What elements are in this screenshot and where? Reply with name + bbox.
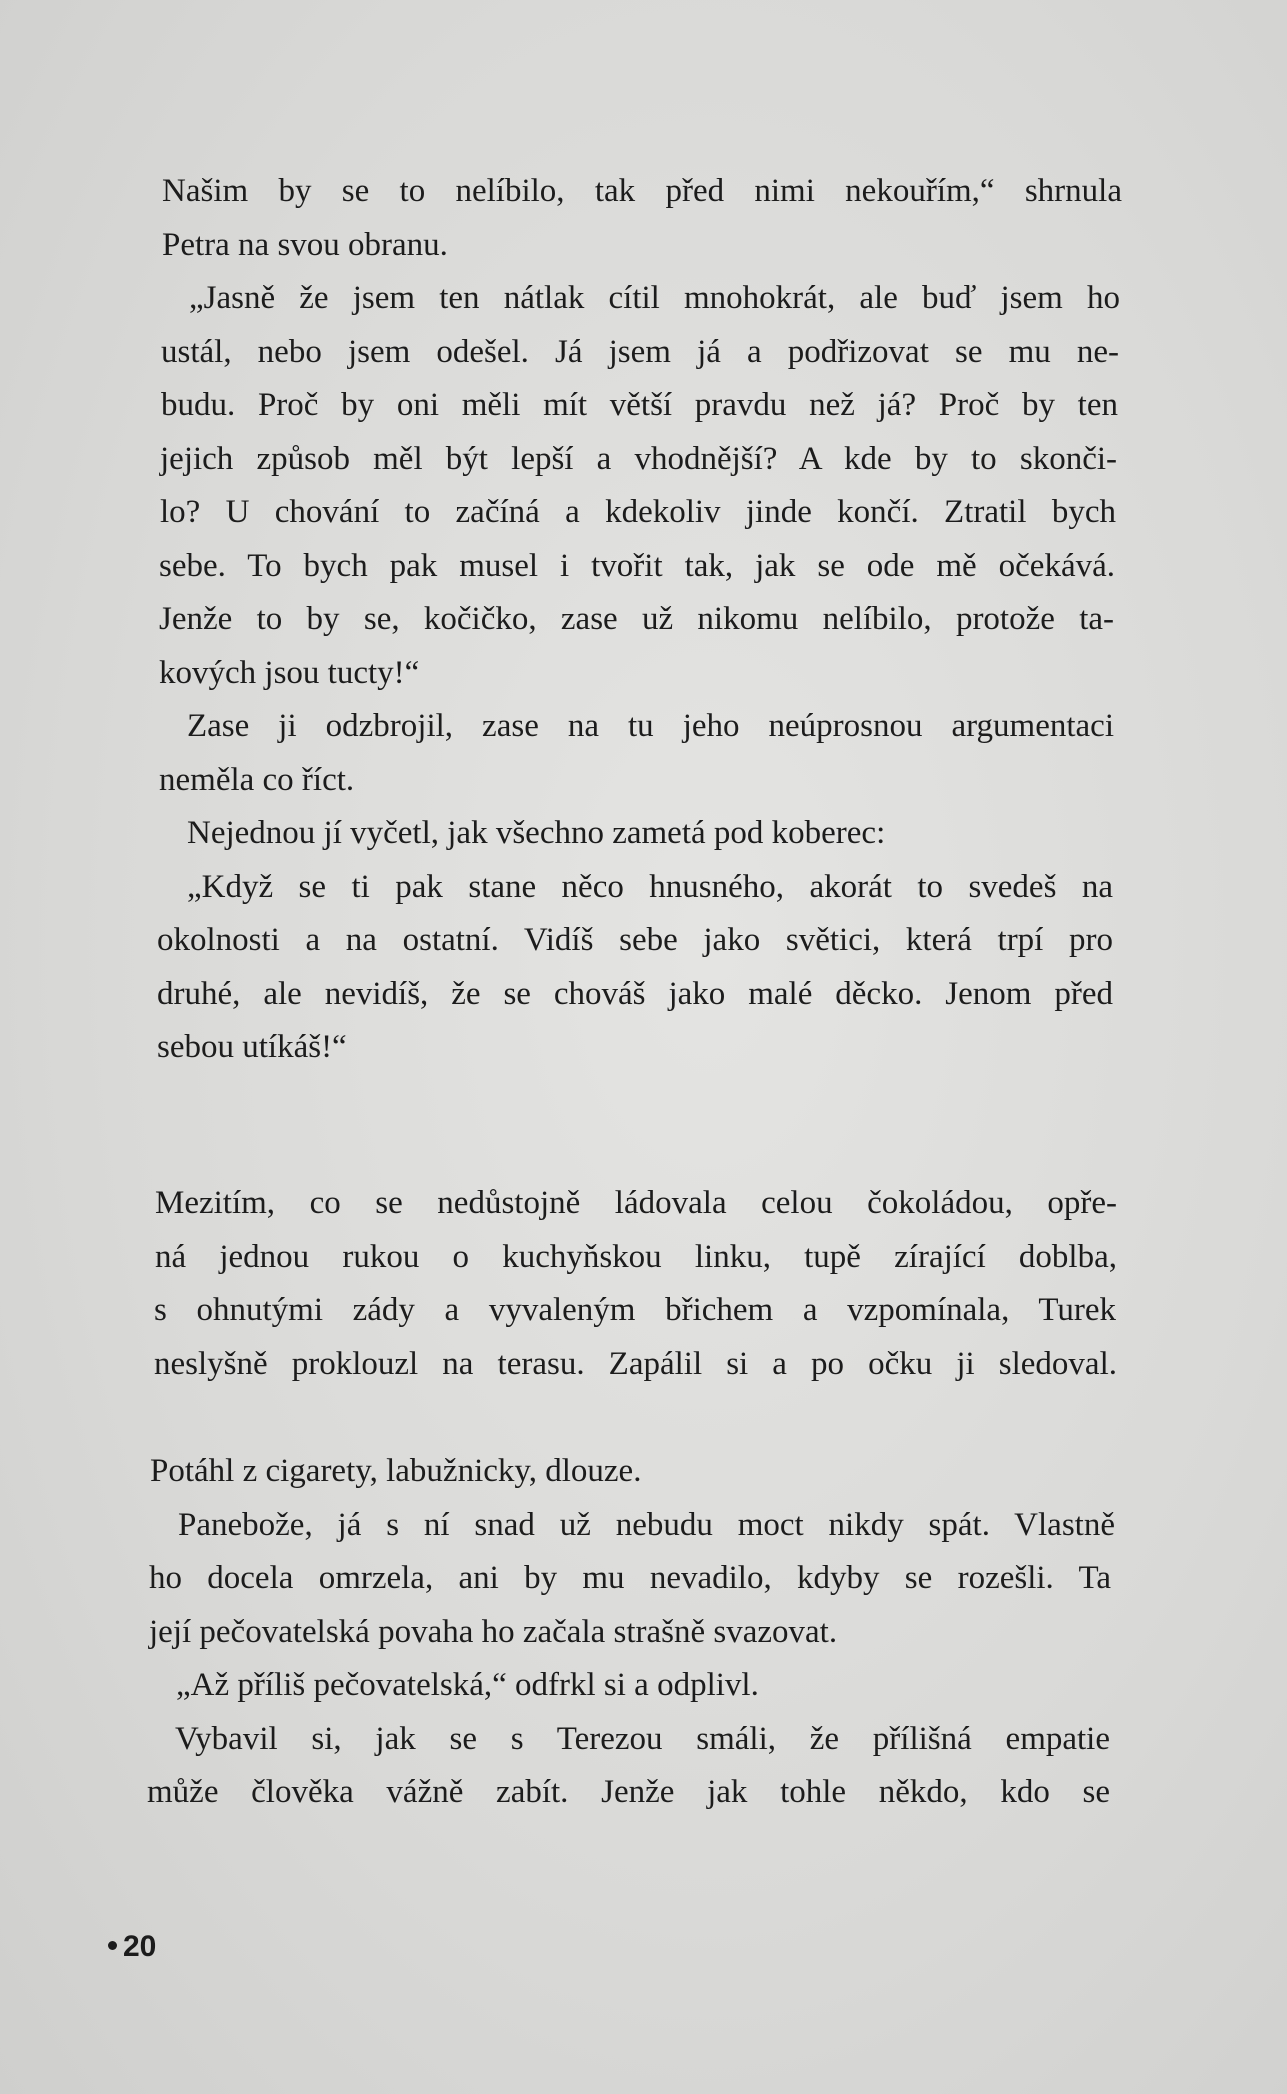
page-number-text: 20 — [123, 1930, 157, 1963]
text-line: ná jednou rukou o kuchyňskou linku, tupě zírající doblba, — [155, 1238, 1117, 1275]
text-line: sebe. To bych pak musel i tvořit tak, jak se ode mě očekává. — [159, 547, 1115, 584]
text-line: sebou utíkáš!“ — [157, 1029, 347, 1065]
text-line: „Když se ti pak stane něco hnusného, akorát to svedeš na — [187, 868, 1113, 905]
text-line: ustál, nebo jsem odešel. Já jsem já a podřizovat se mu ne- — [161, 333, 1119, 370]
text-line: Panebože, já s ní snad už nebudu moct nikdy spát. Vlastně — [178, 1506, 1115, 1543]
text-line: okolnosti a na ostatní. Vidíš sebe jako světici, která trpí pro — [157, 922, 1113, 958]
bullet-icon — [108, 1941, 117, 1950]
text-line: její pečovatelská povaha ho začala strašně svazovat. — [149, 1613, 838, 1650]
text-line: Zase ji odzbrojil, zase na tu jeho neúprosnou argumentaci — [187, 708, 1114, 744]
paragraph-group-3 — [0, 1445, 1287, 1820]
text-line: může člověka vážně zabít. Jenže jak tohle někdo, kdo se — [147, 1774, 1110, 1810]
text-line: Mezitím, co se nedůstojně ládovala celou čokoládou, opře- — [155, 1185, 1117, 1221]
text-line: budu. Proč by oni měli mít větší pravdu než já? Proč by ten — [161, 387, 1118, 423]
text-line: ho docela omrzela, ani by mu nevadilo, kdyby se rozešli. Ta — [149, 1560, 1111, 1596]
text-line: lo? U chování to začíná a kdekoliv jinde končí. Ztratil bych — [160, 494, 1116, 530]
text-line: „Jasně že jsem ten nátlak cítil mnohokrát, ale buď jsem ho — [189, 280, 1120, 316]
text-line: neslyšně proklouzl na terasu. Zapálil si a po očku ji sledoval. — [154, 1345, 1117, 1382]
text-line: Nejednou jí vyčetl, jak všechno zametá pod koberec: — [187, 815, 886, 851]
text-line: Našim by se to nelíbilo, tak před nimi nekouřím,“ shrnula — [162, 173, 1122, 209]
text-line: Jenže to by se, kočičko, zase už nikomu nelíbilo, protože ta- — [159, 601, 1114, 637]
text-line: Vybavil si, jak se s Terezou smáli, že přílišná empatie — [175, 1720, 1110, 1757]
text-line: „Až příliš pečovatelská,“ odfrkl si a odplivl. — [176, 1667, 759, 1703]
text-line: s ohnutými zády a vyvaleným břichem a vzpomínala, Turek — [154, 1292, 1116, 1328]
text-line: kových jsou tucty!“ — [159, 654, 420, 691]
text-line: jejich způsob měl být lepší a vhodnější? A kde by to skonči- — [160, 440, 1117, 477]
text-line: Potáhl z cigarety, labužnicky, dlouze. — [150, 1453, 642, 1489]
text-line: Petra na svou obranu. — [162, 226, 448, 263]
page-number — [108, 1930, 156, 1964]
text-line: neměla co říct. — [159, 761, 355, 798]
text-line: druhé, ale nevidíš, že se chováš jako malé děcko. Jenom před — [157, 975, 1113, 1012]
paragraph-group-1 — [0, 165, 1287, 1075]
paragraph-group-2 — [0, 1177, 1287, 1391]
